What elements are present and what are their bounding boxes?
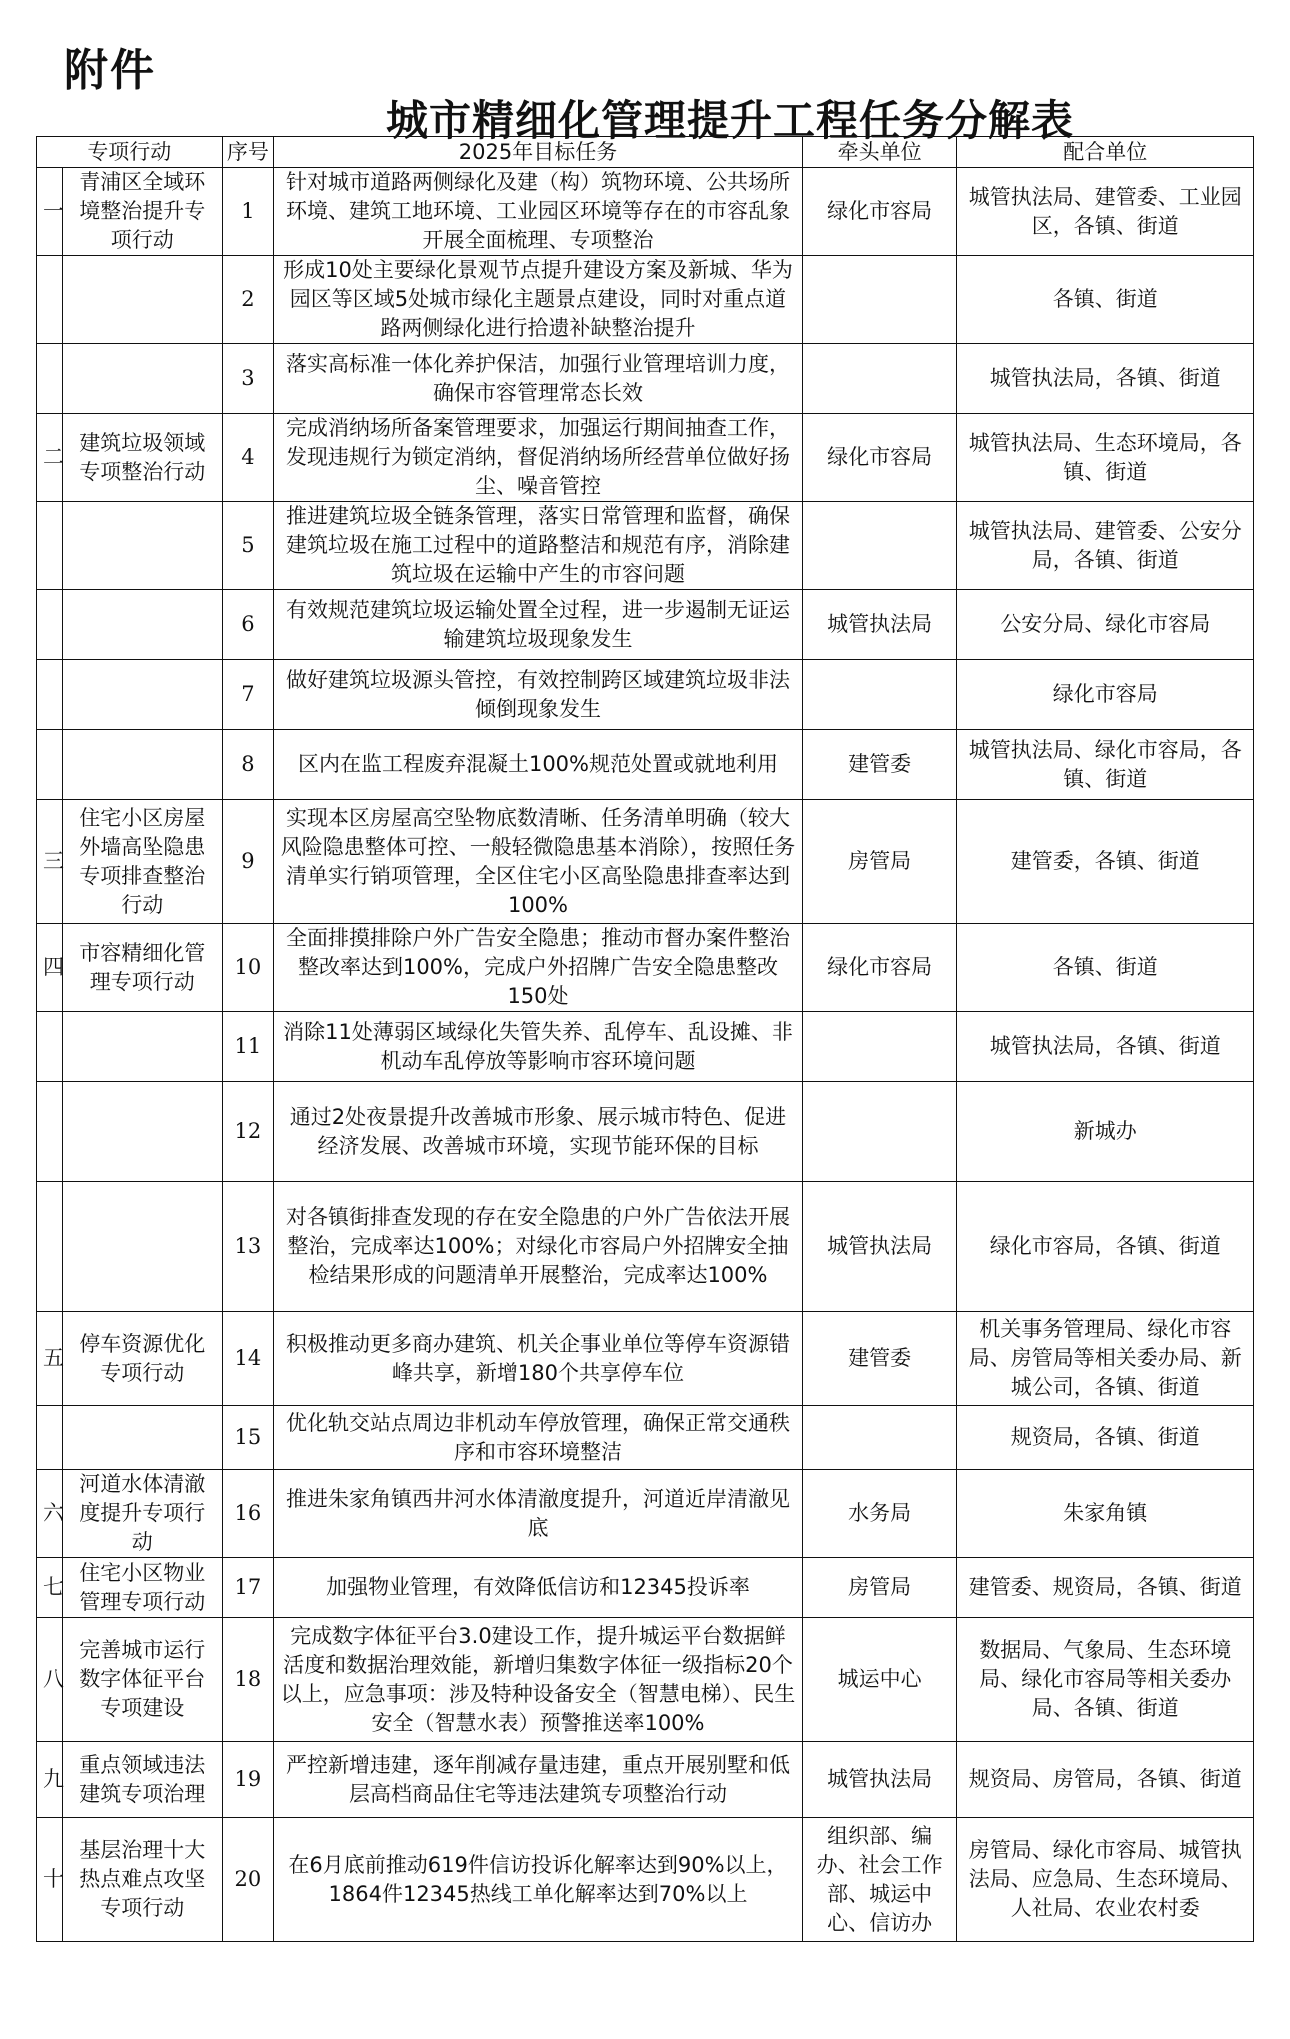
action-name: 住宅小区物业管理专项行动: [62, 1558, 222, 1618]
action-name: 市容精细化管理专项行动: [62, 924, 222, 1012]
task-seq: 3: [222, 344, 274, 414]
action-number: [37, 730, 63, 800]
table-row: [37, 1182, 1254, 1312]
action-name: [62, 590, 222, 660]
lead-unit: 房管局: [802, 1558, 957, 1618]
action-name: [62, 344, 222, 414]
lead-unit: [802, 502, 957, 590]
task-seq: 20: [222, 1818, 274, 1942]
table-row: [37, 1012, 1254, 1082]
task-seq: 10: [222, 924, 274, 1012]
lead-unit: [802, 660, 957, 730]
action-number: [37, 1082, 63, 1182]
coop-units: 房管局、绿化市容局、城管执法局、应急局、生态环境局、人社局、农业农村委: [957, 1818, 1254, 1942]
coop-units: 绿化市容局，各镇、街道: [957, 1182, 1254, 1312]
task-seq: 8: [222, 730, 274, 800]
action-number: [37, 1012, 63, 1082]
table-row: [37, 344, 1254, 414]
task-text: 形成10处主要绿化景观节点提升建设方案及新城、华为园区等区域5处城市绿化主题景点建设，同时对重点道路两侧绿化进行拾遗补缺整治提升: [274, 256, 803, 344]
coop-units: 朱家角镇: [957, 1470, 1254, 1558]
action-name: 建筑垃圾领域专项整治行动: [62, 414, 222, 502]
coop-units: 规资局，各镇、街道: [957, 1406, 1254, 1470]
task-seq: 5: [222, 502, 274, 590]
table-row: [37, 256, 1254, 344]
lead-unit: 城管执法局: [802, 1182, 957, 1312]
lead-unit: 房管局: [802, 800, 957, 924]
task-text: 有效规范建筑垃圾运输处置全过程，进一步遏制无证运输建筑垃圾现象发生: [274, 590, 803, 660]
task-text: 区内在监工程废弃混凝土100%规范处置或就地利用: [274, 730, 803, 800]
page-title: 城市精细化管理提升工程任务分解表: [385, 96, 1074, 145]
table-row: [37, 168, 1254, 256]
task-text: 推进建筑垃圾全链条管理，落实日常管理和监督，确保建筑垃圾在施工过程中的道路整洁和规范有序，消除建筑垃圾在运输中产生的市容问题: [274, 502, 803, 590]
task-text: 在6月底前推动619件信访投诉化解率达到90%以上，1864件12345热线工单化解率达到70%以上: [274, 1818, 803, 1942]
task-text: 消除11处薄弱区域绿化失管失养、乱停车、乱设摊、非机动车乱停放等影响市容环境问题: [274, 1012, 803, 1082]
task-seq: 6: [222, 590, 274, 660]
action-number: [37, 1406, 63, 1470]
task-text: 落实高标准一体化养护保洁，加强行业管理培训力度，确保市容管理常态长效: [274, 344, 803, 414]
action-number: 一: [37, 168, 63, 256]
action-name: 河道水体清澈度提升专项行动: [62, 1470, 222, 1558]
attachment-label: 附件: [64, 45, 156, 96]
lead-unit: 城管执法局: [802, 1742, 957, 1818]
table-row: [37, 800, 1254, 924]
action-number: [37, 256, 63, 344]
lead-unit: 绿化市容局: [802, 924, 957, 1012]
lead-unit: 建管委: [802, 1312, 957, 1406]
table-row: [37, 924, 1254, 1012]
task-seq: 1: [222, 168, 274, 256]
action-name: 重点领域违法建筑专项治理: [62, 1742, 222, 1818]
task-seq: 13: [222, 1182, 274, 1312]
action-number: 六: [37, 1470, 63, 1558]
action-number: [37, 660, 63, 730]
task-text: 针对城市道路两侧绿化及建（构）筑物环境、公共场所环境、建筑工地环境、工业园区环境等存在的市容乱象开展全面梳理、专项整治: [274, 168, 803, 256]
lead-unit: 组织部、编办、社会工作部、城运中心、信访办: [802, 1818, 957, 1942]
coop-units: 建管委、规资局，各镇、街道: [957, 1558, 1254, 1618]
action-number: [37, 502, 63, 590]
action-number: 七: [37, 1558, 63, 1618]
action-name: [62, 1082, 222, 1182]
coop-units: 各镇、街道: [957, 256, 1254, 344]
action-name: 青浦区全域环境整治提升专项行动: [62, 168, 222, 256]
task-seq: 7: [222, 660, 274, 730]
table-row: [37, 1470, 1254, 1558]
lead-unit: [802, 1406, 957, 1470]
coop-units: 城管执法局、建管委、公安分局，各镇、街道: [957, 502, 1254, 590]
task-seq: 14: [222, 1312, 274, 1406]
action-name: [62, 502, 222, 590]
action-name: [62, 256, 222, 344]
action-name: [62, 660, 222, 730]
lead-unit: 绿化市容局: [802, 414, 957, 502]
lead-unit: 绿化市容局: [802, 168, 957, 256]
table-row: [37, 1742, 1254, 1818]
action-number: [37, 344, 63, 414]
action-name: 基层治理十大热点难点攻坚专项行动: [62, 1818, 222, 1942]
coop-units: 各镇、街道: [957, 924, 1254, 1012]
coop-units: 绿化市容局: [957, 660, 1254, 730]
action-number: 九: [37, 1742, 63, 1818]
task-seq: 17: [222, 1558, 274, 1618]
coop-units: 新城办: [957, 1082, 1254, 1182]
lead-unit: 建管委: [802, 730, 957, 800]
task-text: 对各镇街排查发现的存在安全隐患的户外广告依法开展整治，完成率达100%；对绿化市容局户外招牌安全抽检结果形成的问题清单开展整治，完成率达100%: [274, 1182, 803, 1312]
action-number: [37, 590, 63, 660]
action-number: 四: [37, 924, 63, 1012]
task-text: 完成消纳场所备案管理要求，加强运行期间抽查工作，发现违规行为锁定消纳，督促消纳场所经营单位做好扬尘、噪音管控: [274, 414, 803, 502]
header-action: 专项行动: [37, 137, 223, 168]
task-seq: 9: [222, 800, 274, 924]
lead-unit: [802, 1082, 957, 1182]
task-text: 完成数字体征平台3.0建设工作，提升城运平台数据鲜活度和数据治理效能，新增归集数字体征一级指标20个以上，应急事项：涉及特种设备安全（智慧电梯）、民生安全（智慧水表）预警推送率100%: [274, 1618, 803, 1742]
action-name: [62, 1012, 222, 1082]
task-text: 加强物业管理，有效降低信访和12345投诉率: [274, 1558, 803, 1618]
coop-units: 城管执法局，各镇、街道: [957, 344, 1254, 414]
table-header-row: [37, 137, 1254, 168]
lead-unit: [802, 344, 957, 414]
action-name: 停车资源优化专项行动: [62, 1312, 222, 1406]
header-coop: 配合单位: [957, 137, 1254, 168]
task-text: 优化轨交站点周边非机动车停放管理，确保正常交通秩序和市容环境整洁: [274, 1406, 803, 1470]
action-name: [62, 1406, 222, 1470]
action-number: 五: [37, 1312, 63, 1406]
table-row: [37, 590, 1254, 660]
task-text: 推进朱家角镇西井河水体清澈度提升，河道近岸清澈见底: [274, 1470, 803, 1558]
lead-unit: 水务局: [802, 1470, 957, 1558]
task-seq: 11: [222, 1012, 274, 1082]
coop-units: 城管执法局、绿化市容局，各镇、街道: [957, 730, 1254, 800]
task-seq: 12: [222, 1082, 274, 1182]
task-seq: 15: [222, 1406, 274, 1470]
lead-unit: 城管执法局: [802, 590, 957, 660]
action-name: 完善城市运行数字体征平台专项建设: [62, 1618, 222, 1742]
coop-units: 城管执法局，各镇、街道: [957, 1012, 1254, 1082]
task-text: 全面排摸排除户外广告安全隐患；推动市督办案件整治整改率达到100%，完成户外招牌广告安全隐患整改150处: [274, 924, 803, 1012]
task-text: 严控新增违建，逐年削减存量违建，重点开展别墅和低层高档商品住宅等违法建筑专项整治行动: [274, 1742, 803, 1818]
coop-units: 建管委，各镇、街道: [957, 800, 1254, 924]
coop-units: 机关事务管理局、绿化市容局、房管局等相关委办局、新城公司，各镇、街道: [957, 1312, 1254, 1406]
table-row: [37, 1082, 1254, 1182]
table-row: [37, 502, 1254, 590]
task-table: [36, 136, 1254, 1942]
task-seq: 18: [222, 1618, 274, 1742]
task-seq: 2: [222, 256, 274, 344]
task-seq: 4: [222, 414, 274, 502]
coop-units: 公安分局、绿化市容局: [957, 590, 1254, 660]
table-row: [37, 730, 1254, 800]
task-text: 做好建筑垃圾源头管控，有效控制跨区域建筑垃圾非法倾倒现象发生: [274, 660, 803, 730]
coop-units: 城管执法局、建管委、工业园区，各镇、街道: [957, 168, 1254, 256]
table-row: [37, 1818, 1254, 1942]
table-row: [37, 1558, 1254, 1618]
task-text: 通过2处夜景提升改善城市形象、展示城市特色、促进经济发展、改善城市环境，实现节能环保的目标: [274, 1082, 803, 1182]
table-row: [37, 1312, 1254, 1406]
task-text: 积极推动更多商办建筑、机关企事业单位等停车资源错峰共享，新增180个共享停车位: [274, 1312, 803, 1406]
lead-unit: 城运中心: [802, 1618, 957, 1742]
table-row: [37, 1618, 1254, 1742]
task-seq: 19: [222, 1742, 274, 1818]
action-number: 三: [37, 800, 63, 924]
header-task: 2025年目标任务: [274, 137, 803, 168]
task-text: 实现本区房屋高空坠物底数清晰、任务清单明确（较大风险隐患整体可控、一般轻微隐患基本消除），按照任务清单实行销项管理，全区住宅小区高坠隐患排查率达到100%: [274, 800, 803, 924]
coop-units: 城管执法局、生态环境局，各镇、街道: [957, 414, 1254, 502]
action-number: 十: [37, 1818, 63, 1942]
table-row: [37, 414, 1254, 502]
task-seq: 16: [222, 1470, 274, 1558]
action-number: [37, 1182, 63, 1312]
header-lead: 牵头单位: [802, 137, 957, 168]
action-name: 住宅小区房屋外墙高坠隐患专项排查整治行动: [62, 800, 222, 924]
header-seq: 序号: [222, 137, 274, 168]
action-name: [62, 1182, 222, 1312]
table-row: [37, 1406, 1254, 1470]
coop-units: 数据局、气象局、生态环境局、绿化市容局等相关委办局、各镇、街道: [957, 1618, 1254, 1742]
action-number: 八: [37, 1618, 63, 1742]
lead-unit: [802, 1012, 957, 1082]
coop-units: 规资局、房管局，各镇、街道: [957, 1742, 1254, 1818]
table-row: [37, 660, 1254, 730]
lead-unit: [802, 256, 957, 344]
action-name: [62, 730, 222, 800]
action-number: 二: [37, 414, 63, 502]
